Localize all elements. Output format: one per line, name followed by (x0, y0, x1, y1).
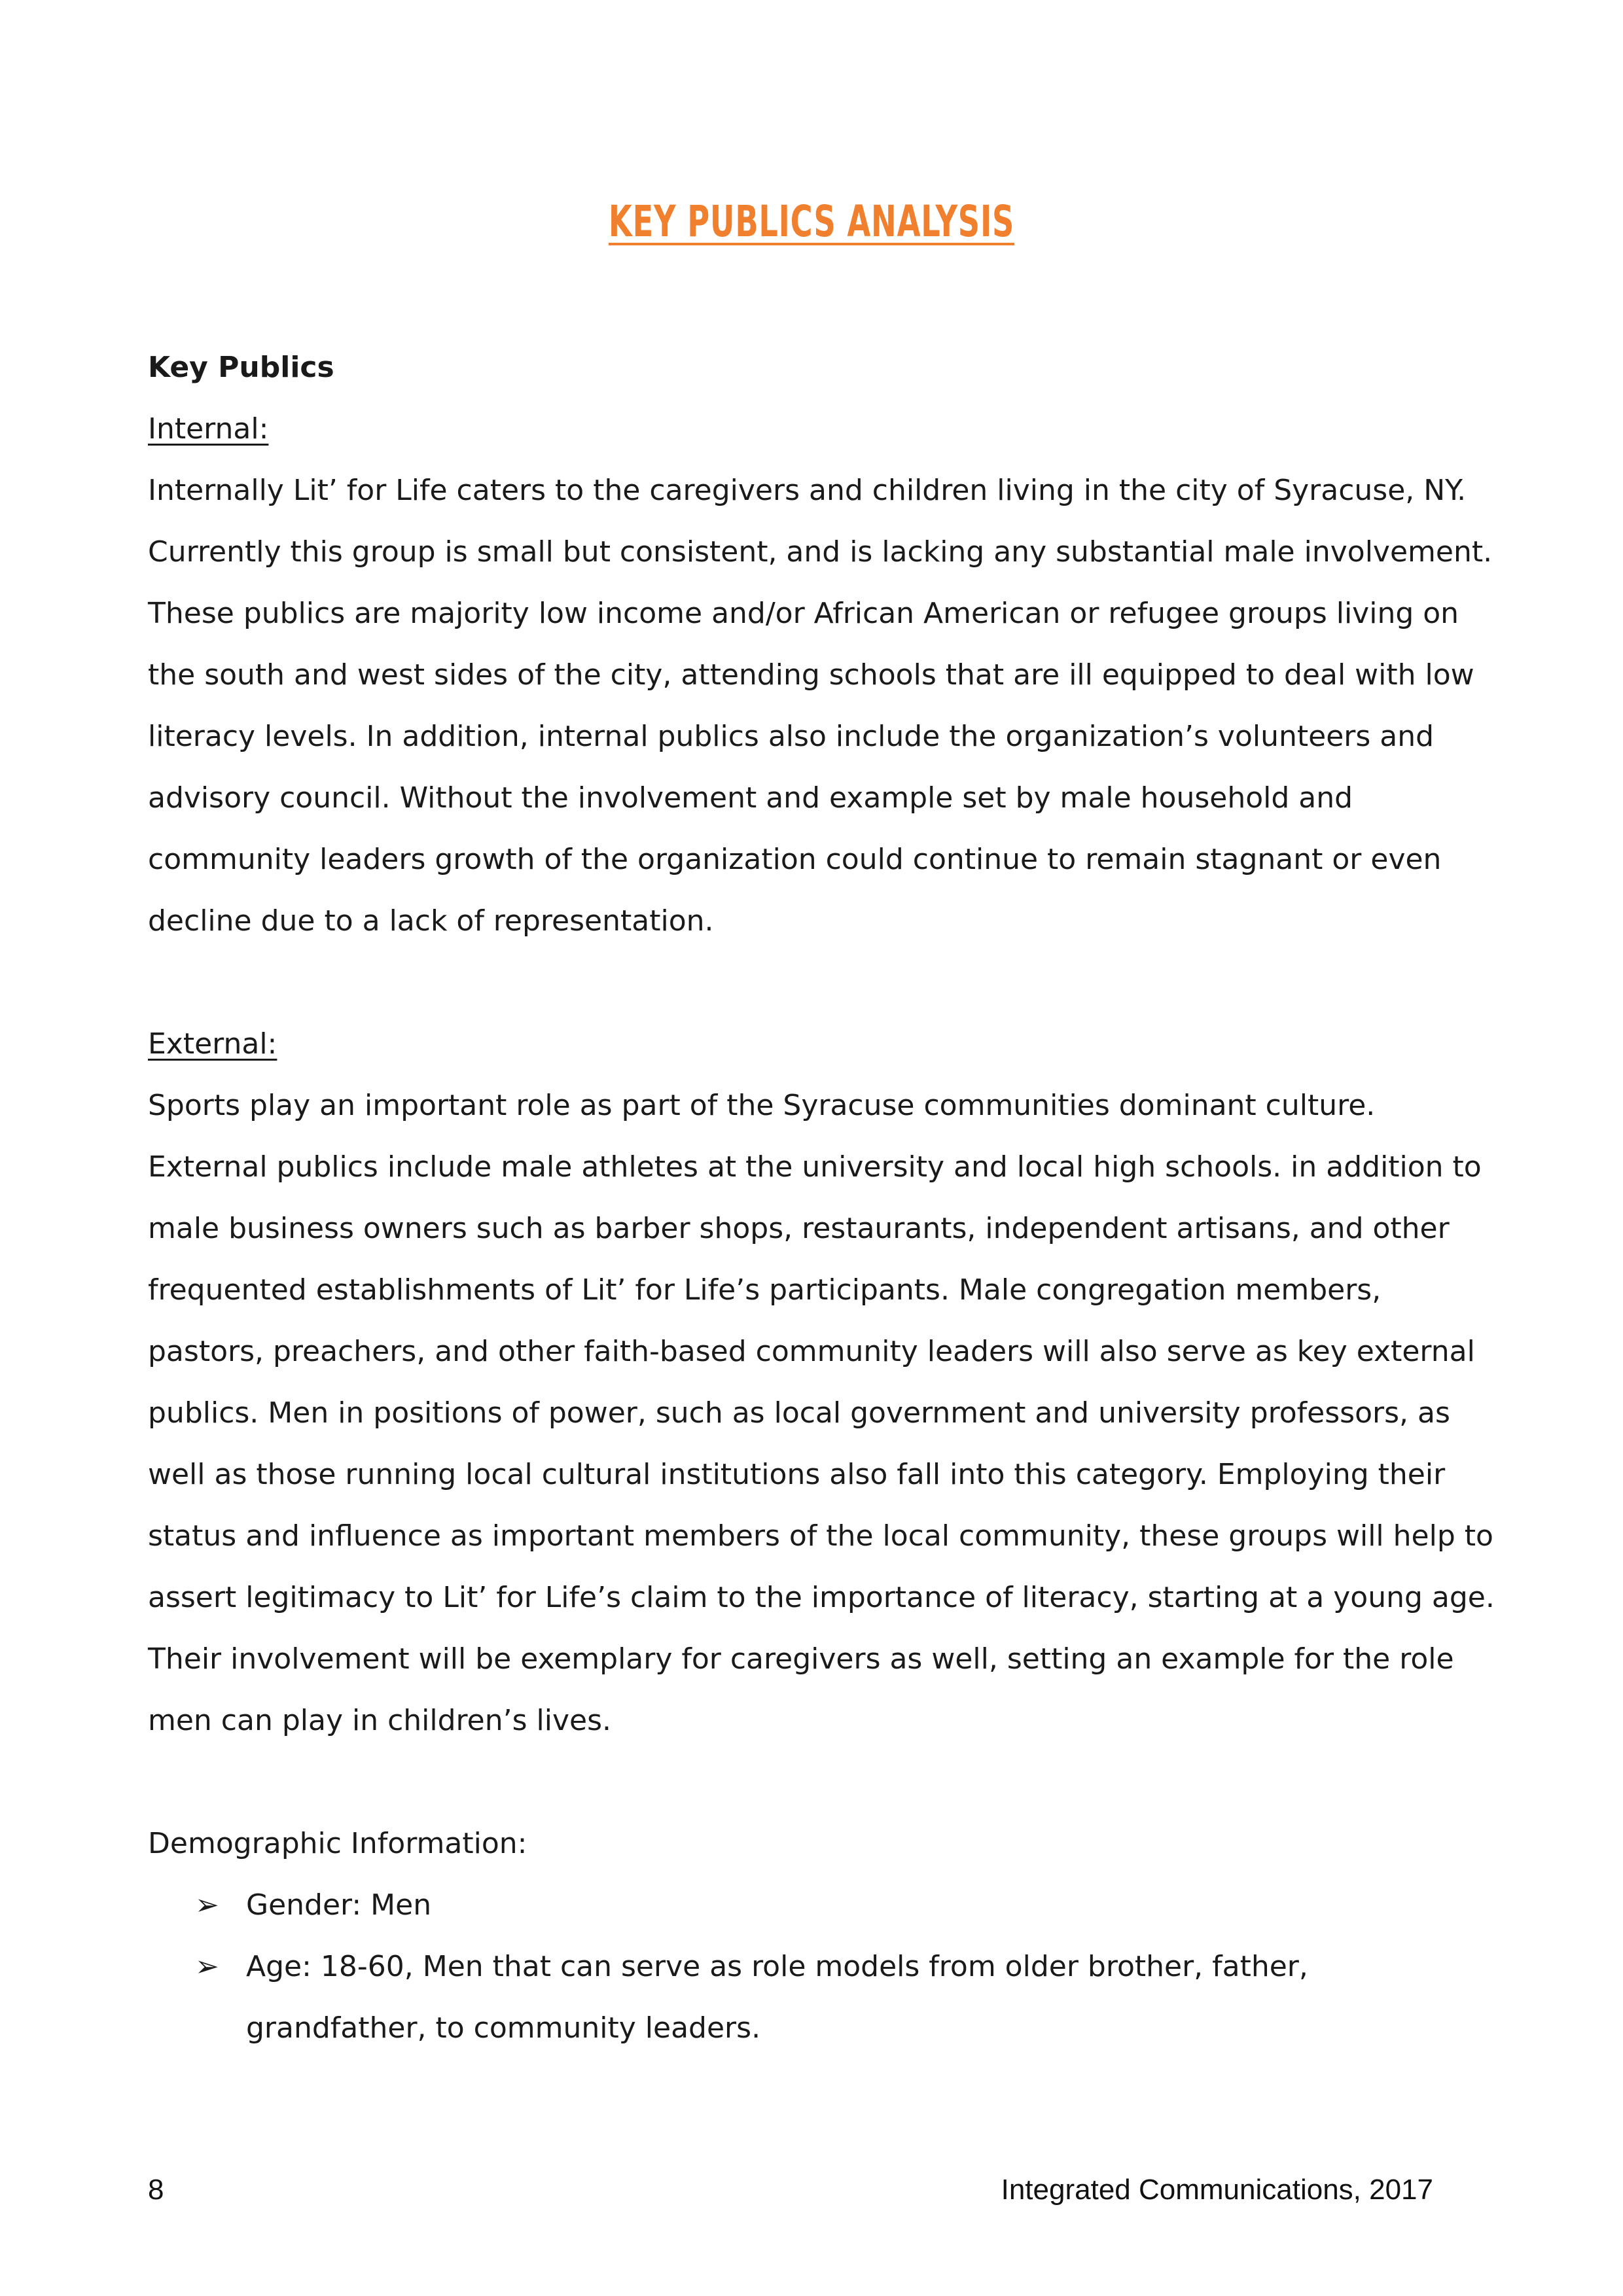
page-title: KEY PUBLICS ANALYSIS (608, 196, 1015, 247)
spacer (148, 952, 1496, 1014)
demographic-list (148, 1875, 1496, 2059)
list-item (148, 1875, 1496, 1936)
external-label: External: (148, 1027, 277, 1061)
page-number: 8 (148, 2174, 164, 2206)
list-item (148, 1936, 1496, 2059)
arrow-bullet-icon: ➢ (195, 1950, 219, 1983)
internal-label: Internal: (148, 412, 269, 446)
section-heading: Key Publics (148, 351, 334, 384)
demographic-label: Demographic Information: (148, 1827, 527, 1860)
external-paragraph: Sports play an important role as part of the Syracuse communities dominant culture. External publics include male athletes at the university and local high schools. in addition to male business owners such as barber shops, restaurants, independent artisans, and other frequented establishments of Lit’ for Life’s participants. Male congregation members, pastors, preachers, and other faith-based community leaders will also serve as key external publics. Men in positions of power, such as local government and university professors, as well as those running local cultural institutions also fall into this category. Employing their status and influence as important members of the local community, these groups will help to assert legitimacy to Lit’ for Life’s claim to the importance of literacy, starting at a young age. Their involvement will be exemplary for caregivers as well, setting an example for the role men can play in children’s lives. (148, 1089, 1495, 1737)
spacer (148, 1752, 1496, 1813)
footer-text: Integrated Communications, 2017 (1001, 2174, 1433, 2206)
document-body (148, 337, 1496, 2059)
list-item-text: Age: 18-60, Men that can serve as role models from older brother, father, grandfather, to community leaders. (246, 1950, 1308, 2045)
arrow-bullet-icon: ➢ (195, 1888, 219, 1922)
internal-paragraph: Internally Lit’ for Life caters to the caregivers and children living in the city of Syracuse, NY. Currently this group is small but consistent, and is lacking any substantial male involvement. These publics are majority low income and/or African American or refugee groups living on the south and west sides of the city, attending schools that are ill equipped to deal with low literacy levels. In addition, internal publics also include the organization’s volunteers and advisory council. Without the involvement and example set by male household and community leaders growth of the organization could continue to remain stagnant or even decline due to a lack of representation. (148, 474, 1493, 938)
list-item-text: Gender: Men (246, 1888, 432, 1922)
